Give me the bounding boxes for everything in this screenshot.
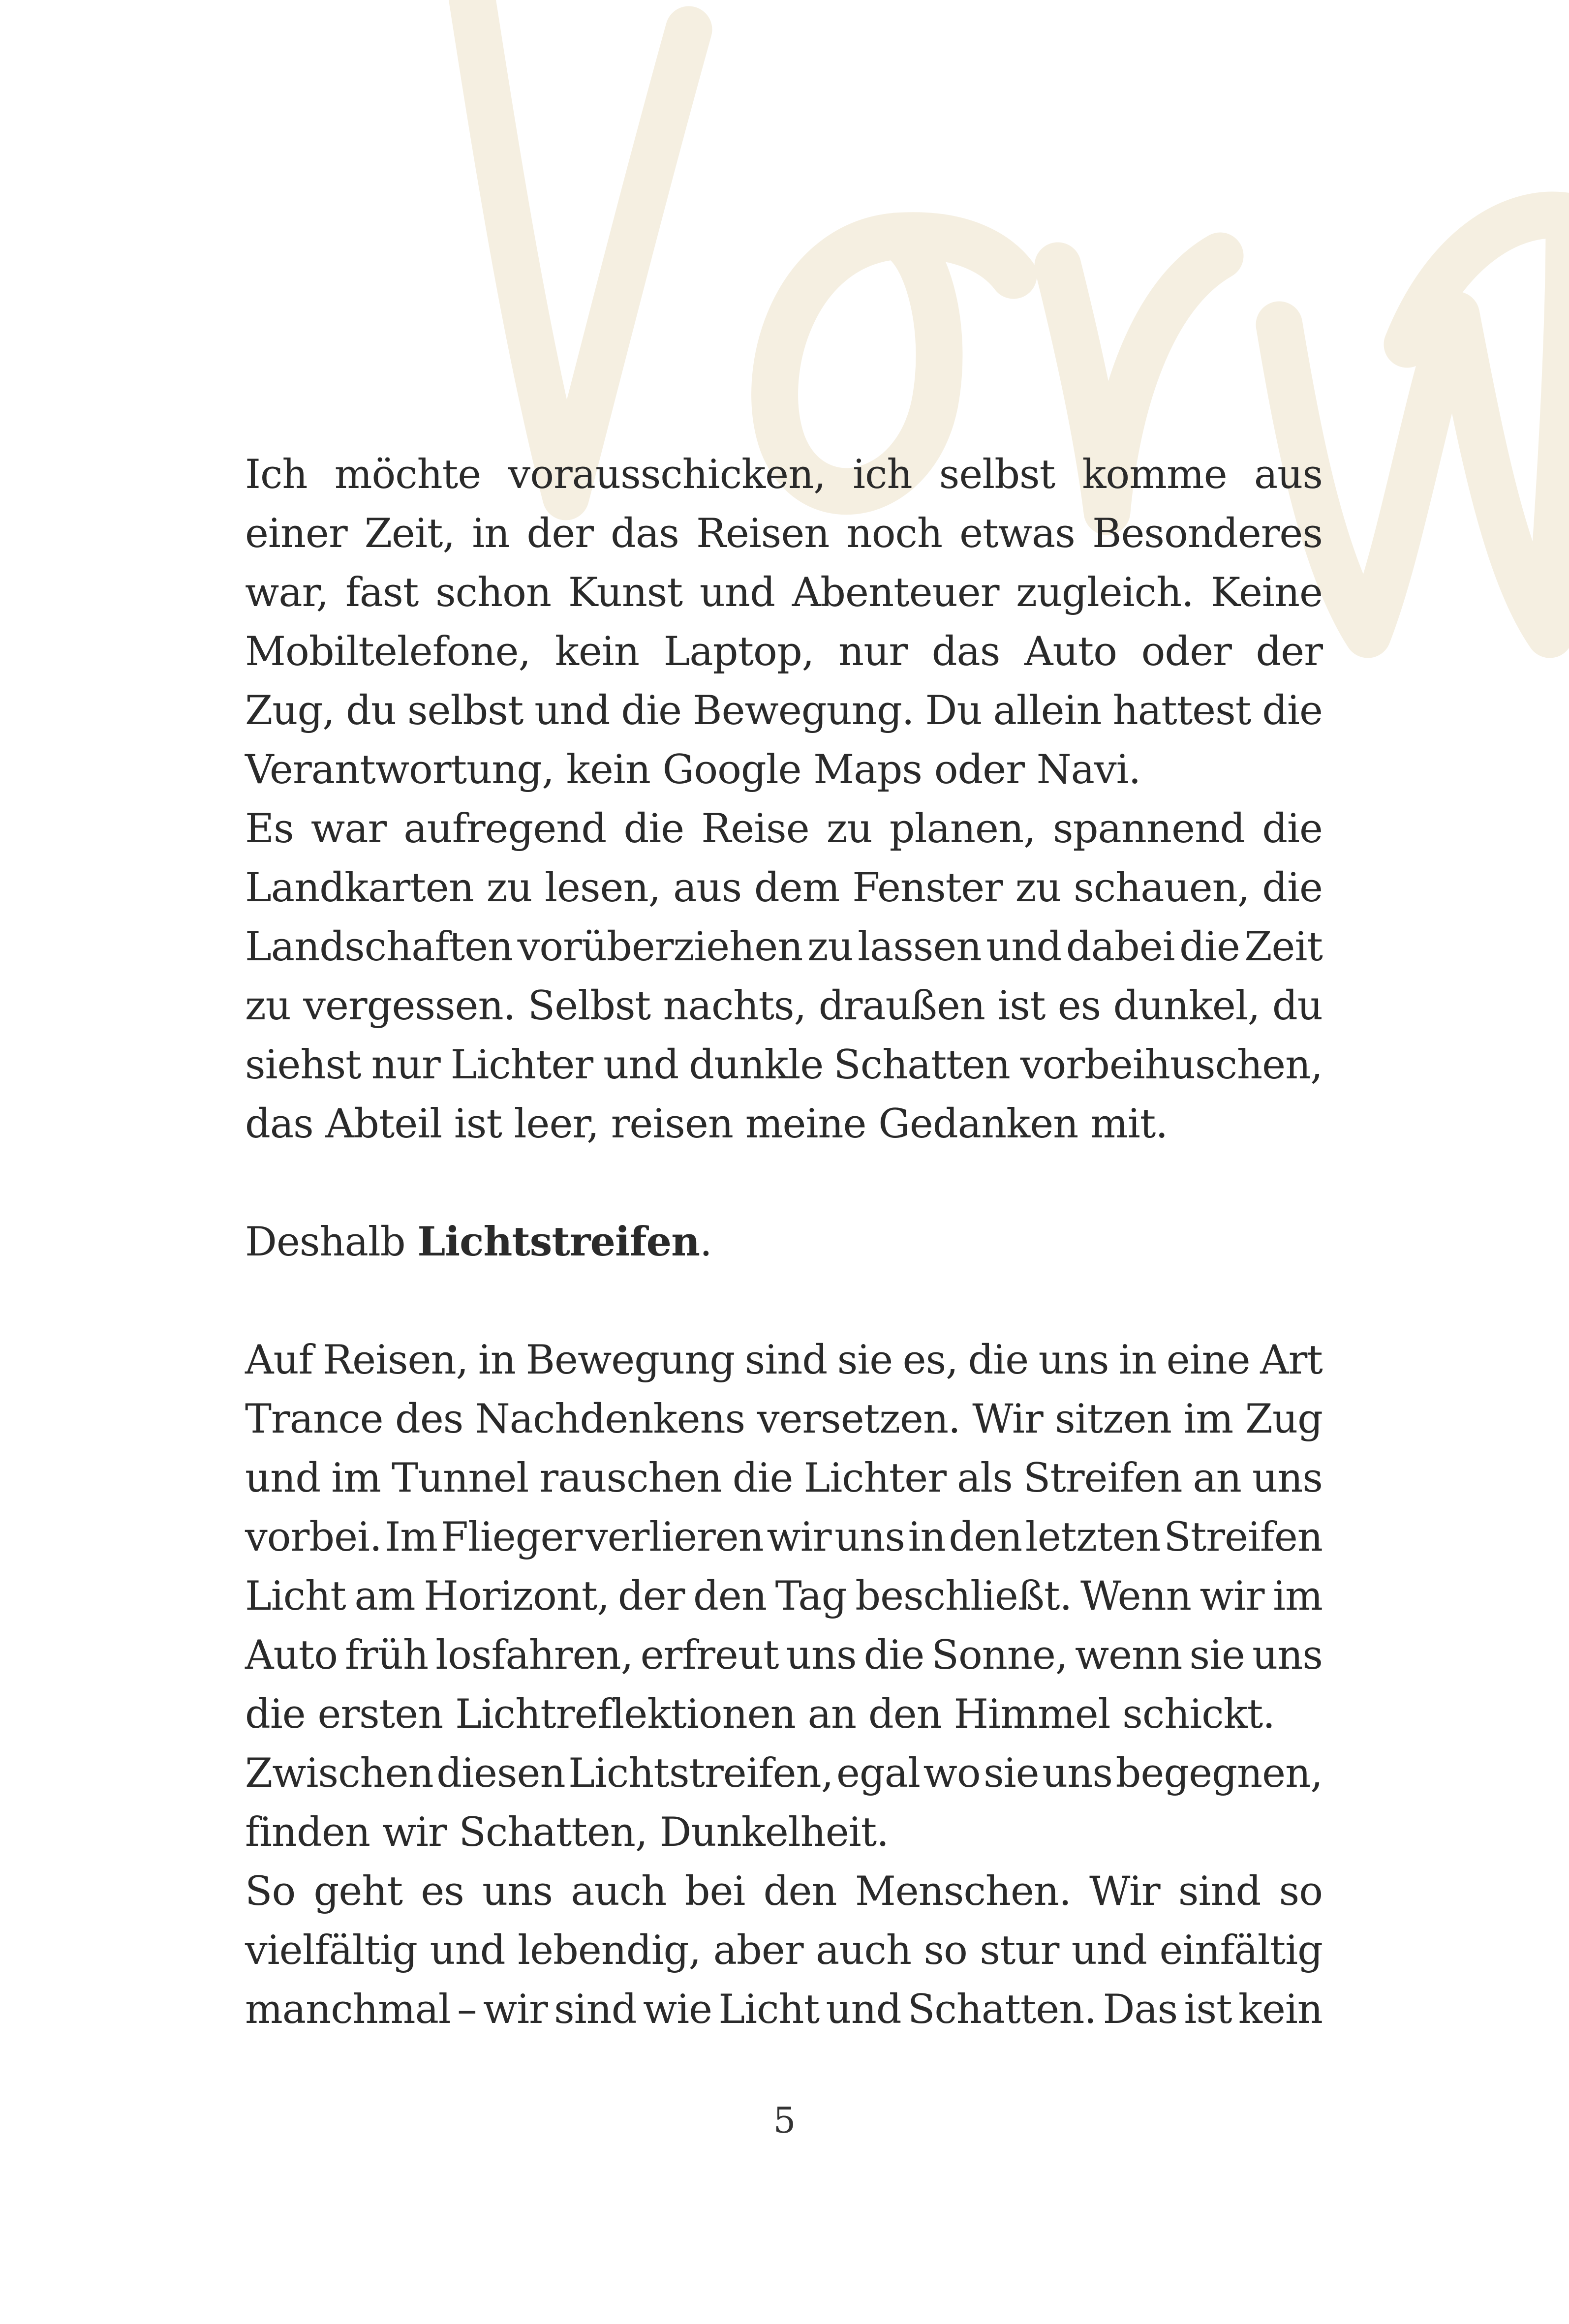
word: in xyxy=(478,1337,516,1383)
word: möchte xyxy=(334,452,481,498)
word: Selbst xyxy=(527,983,651,1029)
word: den xyxy=(763,1868,837,1915)
word: dunkel, xyxy=(1113,983,1260,1029)
word: im xyxy=(1273,1573,1323,1620)
word: Schatten. xyxy=(907,1987,1097,2033)
word: Schatten xyxy=(833,1042,1010,1088)
word: eine xyxy=(1166,1337,1250,1383)
word: nur xyxy=(371,1042,440,1088)
word: spannend xyxy=(1053,806,1245,852)
text-line: finden wir Schatten, Dunkelheit. xyxy=(245,1809,889,1856)
word: oder xyxy=(1141,629,1231,675)
word: diesen xyxy=(436,1750,565,1797)
word: sie xyxy=(984,1750,1039,1797)
word: Besonderes xyxy=(1092,511,1323,557)
word: Zeit, xyxy=(364,511,455,557)
word: Lichtstreifen, xyxy=(568,1750,833,1797)
word: uns xyxy=(1252,1455,1323,1501)
word: Laptop, xyxy=(663,629,814,675)
word: an xyxy=(1193,1455,1241,1501)
word: so xyxy=(923,1927,967,1974)
text-line: das Abteil ist leer, reisen meine Gedanken mit. xyxy=(245,1101,1168,1147)
word: und xyxy=(603,1042,679,1088)
word: Zug, xyxy=(245,688,335,734)
text-line xyxy=(245,1921,1323,1980)
word: erfreut xyxy=(640,1632,779,1679)
text-line xyxy=(245,1331,1323,1390)
word: aber xyxy=(713,1927,803,1974)
word: begegnen, xyxy=(1115,1750,1323,1797)
word: wenn xyxy=(1075,1632,1182,1679)
word: planen, xyxy=(889,806,1036,852)
word: Licht xyxy=(718,1987,820,2033)
word: vorbei. xyxy=(245,1514,382,1560)
word: zu xyxy=(1015,865,1061,911)
text-line xyxy=(245,1567,1323,1626)
word: die xyxy=(1262,688,1323,734)
word: Reise xyxy=(701,806,809,852)
word: lassen xyxy=(858,924,982,970)
word: uns xyxy=(1038,1337,1109,1383)
word: Horizont, xyxy=(424,1573,610,1620)
text-line xyxy=(245,977,1323,1036)
word: Zeit xyxy=(1244,924,1323,970)
word: es xyxy=(421,1868,464,1915)
word: einer xyxy=(245,511,347,557)
body-text xyxy=(245,445,1323,2039)
word: und xyxy=(826,1987,901,2033)
word: vorausschicken, xyxy=(508,452,826,498)
text-line: Verantwortung, kein Google Maps oder Navi. xyxy=(245,747,1141,793)
word: in xyxy=(1119,1337,1157,1383)
text-line xyxy=(245,563,1323,622)
word: in xyxy=(472,511,510,557)
word: die xyxy=(623,806,684,852)
word: und xyxy=(245,1455,321,1501)
word: vielfältig xyxy=(245,1927,417,1974)
word: verlieren xyxy=(585,1514,764,1560)
page-number: 5 xyxy=(773,2100,796,2141)
word: Landkarten xyxy=(245,865,474,911)
word: und xyxy=(534,688,610,734)
word: lesen, xyxy=(545,865,661,911)
word: und xyxy=(1071,1927,1147,1974)
word: komme xyxy=(1082,452,1227,498)
word: einfältig xyxy=(1159,1927,1323,1974)
word: Kunst xyxy=(568,570,683,616)
word: der xyxy=(1256,629,1323,675)
word: Menschen. xyxy=(855,1868,1071,1915)
text-line xyxy=(245,1980,1323,2039)
word: und xyxy=(699,570,775,616)
word: vergessen. xyxy=(303,983,516,1029)
word: uns xyxy=(1042,1750,1113,1797)
word: Licht xyxy=(245,1573,346,1620)
word: Keine xyxy=(1210,570,1323,616)
word: uns xyxy=(1252,1632,1323,1679)
word: die xyxy=(1262,865,1323,911)
word: so xyxy=(1279,1868,1323,1915)
word: die xyxy=(863,1632,924,1679)
word: Du xyxy=(925,688,982,734)
word: das xyxy=(611,511,679,557)
word: sind xyxy=(1178,1868,1261,1915)
word: Nachdenkens xyxy=(475,1396,745,1442)
word: uns xyxy=(482,1868,553,1915)
text-line xyxy=(245,622,1323,681)
word: der xyxy=(617,1573,685,1620)
word: rauschen xyxy=(539,1455,722,1501)
word: lebendig, xyxy=(518,1927,701,1974)
word: Reisen xyxy=(696,511,830,557)
word: egal xyxy=(836,1750,920,1797)
word: wo xyxy=(923,1750,981,1797)
word: sind xyxy=(554,1987,637,2033)
word: uns xyxy=(834,1514,905,1560)
text-line xyxy=(245,504,1323,563)
word: Wenn xyxy=(1080,1573,1191,1620)
word: siehst xyxy=(245,1042,361,1088)
word: uns xyxy=(786,1632,857,1679)
word: kein xyxy=(554,629,639,675)
word: schauen, xyxy=(1074,865,1250,911)
word: vorbeihuschen, xyxy=(1020,1042,1323,1088)
word: Lichter xyxy=(803,1455,946,1501)
word: und xyxy=(430,1927,505,1974)
word: nur xyxy=(838,629,908,675)
word: Tag xyxy=(775,1573,847,1620)
word: Trance xyxy=(245,1396,383,1442)
word: Abenteuer xyxy=(792,570,999,616)
word: Ich xyxy=(245,452,308,498)
word: dabei xyxy=(1066,924,1175,970)
word: ist xyxy=(997,983,1046,1029)
word: Zwischen xyxy=(245,1750,433,1797)
word: war xyxy=(310,806,387,852)
word: Es xyxy=(245,806,294,852)
word: auch xyxy=(816,1927,912,1974)
watermark-letter-v xyxy=(472,0,689,497)
word: vorüberziehen xyxy=(517,924,803,970)
word: ich xyxy=(853,452,912,498)
word: noch xyxy=(846,511,943,557)
emphasis-line xyxy=(245,1213,1323,1272)
word: Zug xyxy=(1245,1396,1323,1442)
word: Wir xyxy=(1089,1868,1160,1915)
word: Bewegung. xyxy=(693,688,914,734)
word: zu xyxy=(486,865,532,911)
word: aus xyxy=(1254,452,1323,498)
word: Lichter xyxy=(450,1042,593,1088)
word: versetzen. xyxy=(757,1396,960,1442)
word: Art xyxy=(1260,1337,1323,1383)
paragraph-gap xyxy=(245,1154,1323,1213)
word: früh xyxy=(345,1632,429,1679)
word: Tunnel xyxy=(391,1455,529,1501)
word: beschließt. xyxy=(855,1573,1072,1620)
word: Streifen xyxy=(1164,1514,1323,1560)
text-line xyxy=(245,1036,1323,1095)
word: schon xyxy=(435,570,552,616)
word: allein xyxy=(993,688,1102,734)
text-line xyxy=(245,799,1323,858)
word: im xyxy=(1183,1396,1233,1442)
word: nachts, xyxy=(663,983,806,1029)
word: die xyxy=(732,1455,793,1501)
word: hattest xyxy=(1112,688,1251,734)
word: du xyxy=(345,688,397,734)
word: Streifen xyxy=(1023,1455,1182,1501)
text-line xyxy=(245,1744,1323,1803)
word: Reisen, xyxy=(323,1337,468,1383)
word: den xyxy=(949,1514,1022,1560)
word: die xyxy=(968,1337,1029,1383)
word: der xyxy=(526,511,594,557)
word: es xyxy=(1057,983,1101,1029)
word: wir xyxy=(483,1987,548,2033)
word: bei xyxy=(684,1868,745,1915)
word: sie xyxy=(1189,1632,1245,1679)
word: zu xyxy=(807,924,853,970)
text-line xyxy=(245,1508,1323,1567)
word: Auto xyxy=(245,1632,338,1679)
word: letzten xyxy=(1025,1514,1161,1560)
word: ist xyxy=(1184,1987,1232,2033)
word: auch xyxy=(571,1868,667,1915)
word: war, xyxy=(245,570,329,616)
bold-keyword: Lichtstreifen xyxy=(417,1219,700,1265)
word: die xyxy=(1262,806,1323,852)
word: geht xyxy=(313,1868,403,1915)
word: Landschaften xyxy=(245,924,513,970)
word: es, xyxy=(902,1337,958,1383)
word: Flieger xyxy=(440,1514,583,1560)
text-line xyxy=(245,681,1323,740)
word: Im xyxy=(385,1514,438,1560)
word: wir xyxy=(767,1514,831,1560)
word: So xyxy=(245,1868,296,1915)
word: aus xyxy=(673,865,742,911)
word: dem xyxy=(754,865,840,911)
text-prefix: Deshalb xyxy=(245,1219,418,1265)
word: kein xyxy=(1238,1987,1323,2033)
word: losfahren, xyxy=(435,1632,633,1679)
word: Sonne, xyxy=(931,1632,1068,1679)
text-line xyxy=(245,445,1323,504)
word: du xyxy=(1272,983,1323,1029)
word: stur xyxy=(980,1927,1059,1974)
word: im xyxy=(331,1455,381,1501)
text-line xyxy=(245,917,1323,977)
word: – xyxy=(457,1987,477,2033)
word: sind xyxy=(744,1337,828,1383)
word: sie xyxy=(837,1337,893,1383)
word: Wir xyxy=(972,1396,1043,1442)
word: selbst xyxy=(407,688,523,734)
word: zugleich. xyxy=(1016,570,1194,616)
word: Bewegung xyxy=(525,1337,735,1383)
word: etwas xyxy=(959,511,1075,557)
word: Auf xyxy=(245,1337,313,1383)
text-line xyxy=(245,1626,1323,1685)
word: Mobiltelefone, xyxy=(245,629,531,675)
word: wir xyxy=(1200,1573,1264,1620)
text-line xyxy=(245,1390,1323,1449)
word: fast xyxy=(345,570,419,616)
word: und xyxy=(986,924,1062,970)
word: Fenster xyxy=(852,865,1003,911)
word: das xyxy=(931,629,1000,675)
word: zu xyxy=(826,806,872,852)
word: Auto xyxy=(1024,629,1117,675)
word: den xyxy=(693,1573,767,1620)
text-line xyxy=(245,1449,1323,1508)
text-line: die ersten Lichtreflektionen an den Himmel schickt. xyxy=(245,1691,1275,1738)
paragraph-gap xyxy=(245,1272,1323,1331)
word: wie xyxy=(643,1987,712,2033)
text-suffix: . xyxy=(700,1219,712,1265)
word: Das xyxy=(1103,1987,1178,2033)
word: aufregend xyxy=(403,806,607,852)
text-line xyxy=(245,1862,1323,1921)
word: selbst xyxy=(939,452,1055,498)
word: zu xyxy=(245,983,291,1029)
word: dunkle xyxy=(689,1042,824,1088)
word: manchmal xyxy=(245,1987,451,2033)
word: als xyxy=(957,1455,1013,1501)
word: draußen xyxy=(818,983,985,1029)
word: am xyxy=(354,1573,415,1620)
word: des xyxy=(395,1396,463,1442)
word: sitzen xyxy=(1055,1396,1171,1442)
word: die xyxy=(621,688,682,734)
text-line xyxy=(245,858,1323,917)
word: die xyxy=(1179,924,1240,970)
word: in xyxy=(908,1514,946,1560)
